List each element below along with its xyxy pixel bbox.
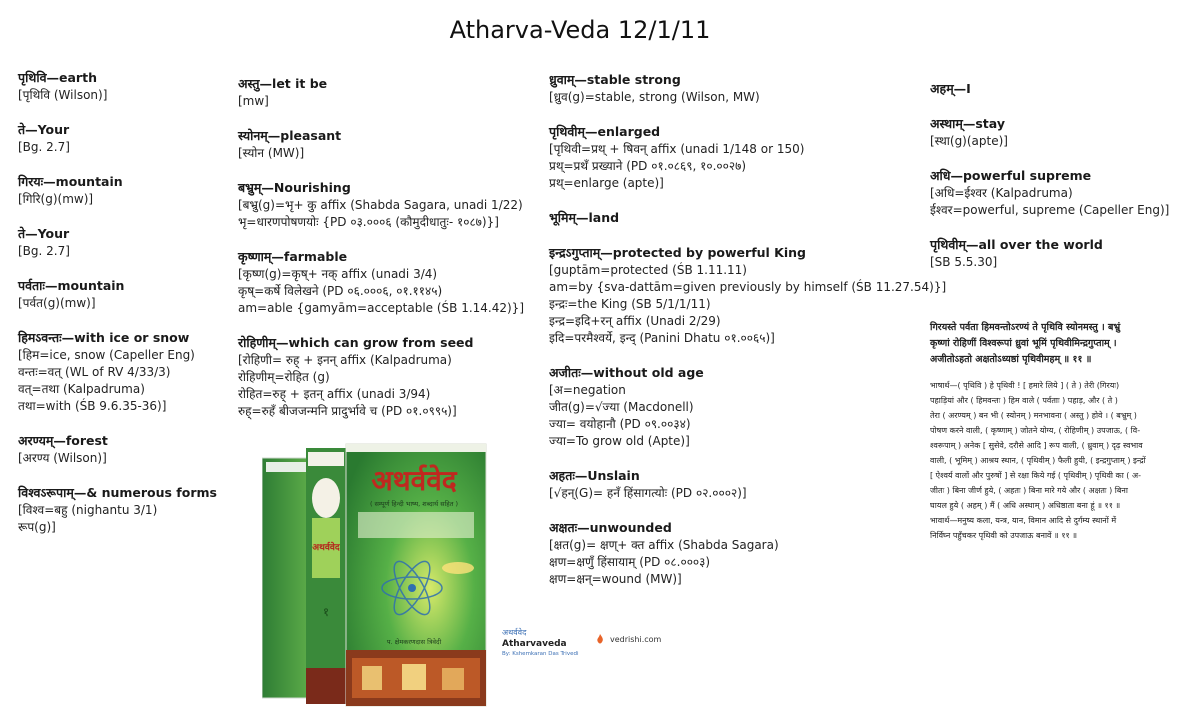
glossary-note: [हिम=ice, snow (Capeller Eng) [18, 348, 195, 362]
glossary-entry [18, 173, 238, 208]
verse-translation [930, 378, 1188, 543]
glossary-term: अक्षतः—unwounded [549, 520, 672, 535]
glossary-note: [गिरि(g)(mw)] [18, 192, 94, 206]
glossary-entry [238, 127, 538, 162]
flame-icon [596, 634, 604, 644]
glossary-entry [238, 334, 538, 420]
glossary-note: [कृष्ण(g)=कृष्+ नक् affix (unadi 3/4) [238, 267, 438, 281]
glossary-note: [mw] [238, 94, 269, 108]
glossary-term: कृष्णाम्—farmable [238, 249, 348, 264]
glossary-entry [18, 69, 238, 104]
glossary-term: अस्थाम्—stay [930, 116, 1005, 131]
glossary-note: [SB 5.5.30] [930, 255, 998, 269]
glossary-note: [विश्व=बहु (nighantu 3/1) [18, 503, 158, 517]
glossary-note: रुह्=रुहँ बीजजन्मनि प्रादुर्भावे च (PD ०१.०९९५)] [238, 404, 457, 418]
translation-line: भाषार्थ—( पृथिवि ) हे पृथिवी ! [ हमारे लिये ] ( ते ) तेरी (गिरयः) [930, 381, 1120, 390]
glossary-note: रोहित=रुह् + इतन् affix (unadi 3/94) [238, 387, 431, 401]
glossary-note: प्रथ्=प्रथँ प्रख्याने (PD ०१.०८६९, १०.००२७) [549, 159, 747, 173]
glossary-column-1 [18, 69, 238, 553]
glossary-entry [549, 209, 919, 227]
glossary-note: तथा=with (ŚB 9.6.35-36)] [18, 399, 167, 413]
glossary-entry [238, 248, 538, 317]
glossary-entry [238, 179, 538, 231]
glossary-term: अजीतः—without old age [549, 365, 704, 380]
translation-line: जीतः ) बिना जीर्ण हुये, ( अहतः ) बिना मारे गये और ( अक्षतः ) बिना [930, 486, 1128, 495]
caption-title: Atharvaveda [502, 639, 567, 649]
glossary-entry [549, 364, 919, 450]
glossary-note: भृ=धारणपोषणयोः {PD ०३.०००६ (कौमुदीधातुः- १०८७)}] [238, 215, 499, 229]
glossary-term: हिमऽवन्तः—with ice or snow [18, 330, 190, 345]
glossary-term: ते—Your [18, 226, 70, 241]
glossary-entry [930, 236, 1190, 271]
glossary-note: [guptām=protected (ŚB 1.11.11) [549, 263, 747, 277]
glossary-note: ज्या=To grow old (Apte)] [549, 434, 690, 448]
glossary-note: [पृथिवी=प्रथ् + षिवन् affix (unadi 1/148 or 150) [549, 142, 805, 156]
glossary-note: [पर्वत(g)(mw)] [18, 296, 96, 310]
glossary-term: अरण्यम्—forest [18, 433, 108, 448]
glossary-note: [Bg. 2.7] [18, 244, 70, 258]
translation-line: भावार्थ—मनुष्य कला, यन्त्र, यान, विमान आदि से दुर्गम्य स्थानों में [930, 516, 1117, 525]
glossary-note: [क्षत(g)= क्षण्+ क्त affix (Shabda Sagara) [549, 538, 779, 552]
glossary-term: अस्तु—let it be [238, 76, 328, 91]
glossary-note: [बभ्रु(g)=भृ+ कु affix (Shabda Sagara, unadi 1/22) [238, 198, 523, 212]
book-cover-image [262, 438, 500, 708]
glossary-note: [पृथिवि (Wilson)] [18, 88, 108, 102]
glossary-note: [अधि=ईश्वर (Kalpadruma) [930, 186, 1073, 200]
cover-author: प. क्षेमकरणदास त्रिवेदी [386, 638, 442, 646]
glossary-note: रूप(g)] [18, 520, 56, 534]
spine-volume: १ [322, 605, 330, 619]
glossary-term: स्योनम्—pleasant [238, 128, 342, 143]
glossary-note: वन्तः=वत् (WL of RV 4/33/3) [18, 365, 171, 379]
glossary-note: वत्=तथा (Kalpadruma) [18, 382, 145, 396]
glossary-term: विश्वऽरूपाम्—& numerous forms [18, 485, 217, 500]
glossary-note: क्षण=क्षणुँ हिंसायाम् (PD ०८.०००३) [549, 555, 711, 569]
glossary-note: [Bg. 2.7] [18, 140, 70, 154]
glossary-term: पृथिवीम्—enlarged [549, 124, 661, 139]
site-credit [596, 634, 661, 644]
page-title: Atharva-Veda 12/1/11 [449, 16, 711, 44]
glossary-note: प्रथ्=enlarge (apte)] [549, 176, 664, 190]
verse-text [930, 320, 1188, 368]
glossary-term: पृथिवीम्—all over the world [930, 237, 1103, 252]
glossary-entry [549, 519, 919, 588]
site-name: vedrishi.com [610, 634, 662, 644]
glossary-entry [930, 80, 1190, 98]
translation-line: [ ऐश्वर्य वालों और पुरुषों ] से रक्षा किये गई ( पृथिवीम् ) पृथिवी का ( अ- [930, 471, 1141, 480]
glossary-term: अहम्—I [930, 81, 971, 96]
glossary-note: इदि=परमैश्वर्ये, इन्द् (Panini Dhatu ०१.००६५)] [549, 331, 775, 345]
glossary-note: रोहिणीम्=रोहित (g) [238, 370, 330, 384]
glossary-note: [अरण्य (Wilson)] [18, 451, 107, 465]
caption-author: By: Kshemkaran Das Trivedi [502, 651, 579, 657]
spine-title: अथर्ववेद [312, 543, 340, 553]
glossary-note: [स्था(g)(apte)] [930, 134, 1008, 148]
glossary-column-3 [549, 71, 947, 605]
glossary-entry [930, 115, 1190, 150]
glossary-note: am=by {sva-dattām=given previously by himself (ŚB 11.27.54)}] [549, 280, 947, 294]
glossary-entry [18, 277, 238, 312]
glossary-entry [18, 432, 238, 467]
translation-line: निर्विघ्न पहुँचकर पृथिवी को उपजाऊ बनावें ॥ ११ ॥ [930, 531, 1078, 540]
verse-line: अजीतोऽहतो अक्षतोऽध्यष्ठां पृथिवीमहम् ॥ ११ ॥ [930, 354, 1092, 365]
glossary-entry [549, 244, 947, 347]
translation-line: श्वरूपाम् ) अनेक [ सुसेवे, दरौसे आदि ] रूप वाली, ( ध्रुवाम् ) दृढ़ स्वभाव [930, 441, 1143, 450]
glossary-note: am=able {gamyām=acceptable (ŚB 1.14.42)}] [238, 301, 524, 315]
caption-hindi-title: अथर्ववेद [502, 628, 527, 637]
translation-line: पोषण करने वाली, ( कृष्णाम् ) जोतने योग्य, ( रोहिणीम् ) उपजाऊ, ( वि- [930, 426, 1141, 435]
glossary-note: ईश्वर=powerful, supreme (Capeller Eng)] [930, 203, 1170, 217]
translation-line: घायल हुये ( अहम् ) मैं ( अधि अस्थाम् ) अधिष्ठाता बना हूं ॥ ११ ॥ [930, 501, 1121, 510]
glossary-entry [18, 121, 238, 156]
glossary-term: इन्द्रऽगुप्ताम्—protected by powerful King [549, 245, 806, 260]
translation-line: तेरा ( अरण्यम् ) बन भी ( स्योनम् ) मनभावना ( अस्तु ) होवे । ( बभ्रुम् ) [930, 411, 1137, 420]
scanned-verse-page [930, 320, 1188, 543]
glossary-note: [ध्रुव(g)=stable, strong (Wilson, MW) [549, 90, 760, 104]
glossary-note: [स्योन (MW)] [238, 146, 305, 160]
glossary-column-4 [930, 80, 1190, 288]
book-caption [502, 628, 592, 658]
translation-line: वाली, ( भूमिम् ) आश्रय स्थान, ( पृथिवीम् ) फैली हुयी, ( इन्द्रगुप्ताम् ) इन्द्रों [930, 456, 1146, 465]
glossary-term: बभ्रुम्—Nourishing [238, 180, 351, 195]
glossary-entry [18, 329, 238, 415]
glossary-term: अहतः—Unslain [549, 468, 640, 483]
cover-title: अथर्ववेद [371, 464, 457, 497]
glossary-term: गिरयः—mountain [18, 174, 123, 189]
glossary-term: पर्वताः—mountain [18, 278, 125, 293]
glossary-note: [अ=negation [549, 383, 626, 397]
glossary-note: क्षण=क्षन्=wound (MW)] [549, 572, 682, 586]
glossary-note: [रोहिणी= रुह् + इनन् affix (Kalpadruma) [238, 353, 452, 367]
glossary-term: अधि—powerful supreme [930, 168, 1092, 183]
glossary-term: पृथिवि—earth [18, 70, 97, 85]
glossary-term: भूमिम्—land [549, 210, 620, 225]
glossary-entry [930, 167, 1190, 219]
glossary-entry [549, 71, 919, 106]
verse-line: गिरयस्ते पर्वता हिमवन्तोऽरण्यं ते पृथिवि स्योनमस्तु । बभ्रुं [930, 322, 1121, 333]
glossary-term: रोहिणीम्—which can grow from seed [238, 335, 474, 350]
glossary-entry [18, 484, 238, 536]
glossary-note: इन्द्र=इदि+रन् affix (Unadi 2/29) [549, 314, 721, 328]
glossary-note: इन्द्रः=the King (SB 5/1/1/11) [549, 297, 711, 311]
glossary-entry [549, 123, 919, 192]
glossary-entry [549, 467, 919, 502]
cover-subtitle: ( सम्पूर्ण हिन्दी भाष्य, शब्दार्थ सहित ) [369, 500, 459, 508]
glossary-note: जीत(g)=√ज्या (Macdonell) [549, 400, 694, 414]
verse-line: कृष्णां रोहिणीं विश्वरूपां ध्रुवां भूमिं पृथिवीमिन्द्रगुप्ताम् । [930, 338, 1117, 349]
glossary-term: ध्रुवाम्—stable strong [549, 72, 681, 87]
glossary-note: कृष्=कर्षे विलेखने (PD ०६.०००६, ०१.११४५) [238, 284, 443, 298]
glossary-column-2 [238, 75, 538, 437]
glossary-entry [238, 75, 538, 110]
glossary-note: [√हन्(G)= हनँ हिंसागत्योः (PD ०२.०००२)] [549, 486, 747, 500]
translation-line: पहाड़ियां और ( हिमवन्तः ) हिम वाले ( पर्वताः ) पहाड़, और ( ते ) [930, 396, 1118, 405]
glossary-term: ते—Your [18, 122, 70, 137]
glossary-entry [18, 225, 238, 260]
glossary-note: ज्या= वयोहानौ (PD ०९.००३४) [549, 417, 691, 431]
